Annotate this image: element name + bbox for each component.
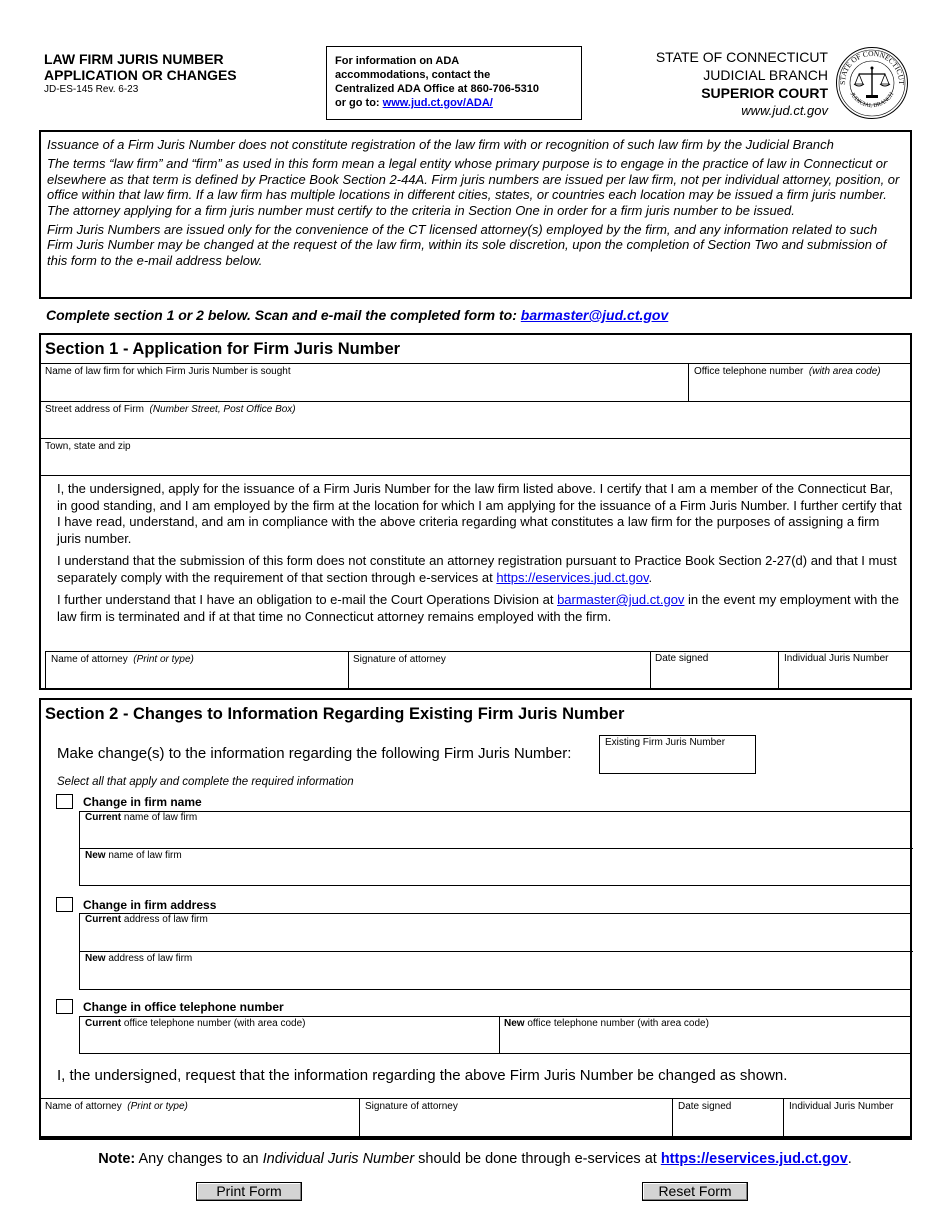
intro-paragraph-2: The terms “law firm” and “firm” as used in this form mean a legal entity whose primary purpose is to engage in the practice of law in Connecticut or elsewhere as that term is defined by Practice Book Section 2-44A. Firm juris numbers are issued per law firm, not per individual attorney, position, or office within that law firm. If a law firm has multiple locations in different cities, states, or countries each location may be issued a firm juris number. The attorney applying for a firm juris number must certify to the criteria in Section One in order for a firm juris number to be issued. [47,156,900,218]
firm-name-change-label: Change in firm name [83,795,202,809]
section-1 [39,333,912,690]
judicial-branch-seal-icon [835,46,909,120]
section-2-date-signed-field[interactable]: Date signed [678,1101,732,1112]
section-2-attorney-name-field[interactable]: Name of attorney (Print or type) [45,1101,188,1112]
firm-address-change-fields [79,913,912,990]
barmaster-email-link-2[interactable]: barmaster@jud.ct.gov [557,592,685,607]
footer-note: Note: Any changes to an Individual Juris Number should be done through e-services at https://eservices.jud.ct.gov. [98,1151,852,1167]
change-request-text: I, the undersigned, request that the information regarding the above Firm Juris Number be changed as shown. [57,1067,788,1084]
firm-name-change-checkbox[interactable] [56,794,73,809]
section-2-title: Section 2 - Changes to Information Regarding Existing Firm Juris Number [45,705,625,723]
firm-name-field[interactable]: Name of law firm for which Firm Juris Number is sought [45,366,291,377]
certification-text: I, the undersigned, apply for the issuance of a Firm Juris Number for the law firm listed above. I certify that I am a member of the Connecticut Bar, in good standing, and I am employed by the firm at the location for which I am applying for the issuance of a Firm Juris Number. I further certify that I have read, understand, and am in compliance with the above criteria regarding what constitutes a law firm for the purposes of assigning a firm juris number. I understand that the submission of this form does not constitute an attorney registration pursuant to Practice Book Section 2-27(d) and that I must separately comply with the requirement of that section through e-services at https://eservices.jud.ct.gov. I further understand that I have an obligation to e-mail the Court Operations Division at barmaster@jud.ct.gov in the event my employment with the law firm is terminated and if at that time no Connecticut attorney remains employed with the firm. [57,481,902,624]
svg-text:STATE OF CONNECTICUT: STATE OF CONNECTICUT [837,48,907,85]
new-firm-name-field[interactable]: New name of law firm [85,850,182,861]
intro-paragraph-3: Firm Juris Numbers are issued only for the convenience of the CT licensed attorney(s) employed by the firm, and any information related to such Firm Juris Number may be changed at the request of the law firm, within its sole discretion, upon the completion of Section Two and submission of this form to the e-mail address below. [47,222,887,268]
street-address-field[interactable]: Street address of Firm (Number Street, Post Office Box) [45,404,296,415]
ada-link[interactable]: www.jud.ct.gov/ADA/ [382,97,493,109]
date-signed-field[interactable]: Date signed [655,653,709,664]
firm-address-change-label: Change in firm address [83,898,217,912]
phone-change-fields [79,1016,912,1054]
firm-name-change-fields [79,811,912,886]
attorney-signature-field[interactable]: Signature of attorney [353,654,446,665]
phone-change-label: Change in office telephone number [83,1000,284,1014]
eservices-link[interactable]: https://eservices.jud.ct.gov [496,569,649,585]
submission-instruction: Complete section 1 or 2 below. Scan and e-mail the completed form to: barmaster@jud.ct.gov [46,307,669,323]
section-2-individual-juris-number-field[interactable]: Individual Juris Number [789,1101,894,1112]
barmaster-email-link[interactable]: barmaster@jud.ct.gov [520,307,669,323]
form-code: JD-ES-145 Rev. 6-23 [44,84,139,95]
form-title: LAW FIRM JURIS NUMBER APPLICATION OR CHANGES [44,51,237,83]
section-1-signature-row [45,651,911,688]
office-phone-field[interactable]: Office telephone number (with area code) [694,366,881,377]
intro-paragraph-1: Issuance of a Firm Juris Number does not constitute registration of the law firm with or recognition of such law firm by the Judicial Branch [47,137,834,152]
section-2-signature-field[interactable]: Signature of attorney [365,1101,458,1112]
footer-eservices-link[interactable]: https://eservices.jud.ct.gov [660,1151,848,1167]
current-firm-name-field[interactable]: Current name of law firm [85,812,198,823]
section-2 [39,698,912,1138]
intro-box [39,130,912,299]
current-phone-field[interactable]: Current office telephone number (with area code) [85,1018,306,1029]
individual-juris-number-field[interactable]: Individual Juris Number [784,653,889,664]
town-state-zip-field[interactable]: Town, state and zip [45,441,131,452]
reset-form-button[interactable]: Reset Form [642,1182,748,1201]
ada-info-box: For information on ADA accommodations, contact the Centralized ADA Office at 860-706-5310 or go to: www.jud.ct.gov/ADA/ [326,46,582,120]
new-phone-field[interactable]: New office telephone number (with area code) [504,1018,709,1029]
section-2-signature-row [41,1098,910,1138]
attorney-name-field[interactable]: Name of attorney (Print or type) [51,654,194,665]
print-form-button[interactable]: Print Form [196,1182,302,1201]
current-firm-address-field[interactable]: Current address of law firm [85,914,208,925]
svg-text:JUDICIAL BRANCH: JUDICIAL BRANCH [848,91,896,110]
section-1-title: Section 1 - Application for Firm Juris Number [45,340,401,358]
court-info: STATE OF CONNECTICUT JUDICIAL BRANCH SUPERIOR COURT www.jud.ct.gov [655,49,828,118]
firm-address-change-checkbox[interactable] [56,897,73,912]
new-firm-address-field[interactable]: New address of law firm [85,953,193,964]
make-changes-text: Make change(s) to the information regarding the following Firm Juris Number: [57,745,572,762]
select-all-text: Select all that apply and complete the required information [57,776,354,788]
existing-firm-juris-number-field[interactable]: Existing Firm Juris Number [599,735,756,774]
phone-change-checkbox[interactable] [56,999,73,1014]
